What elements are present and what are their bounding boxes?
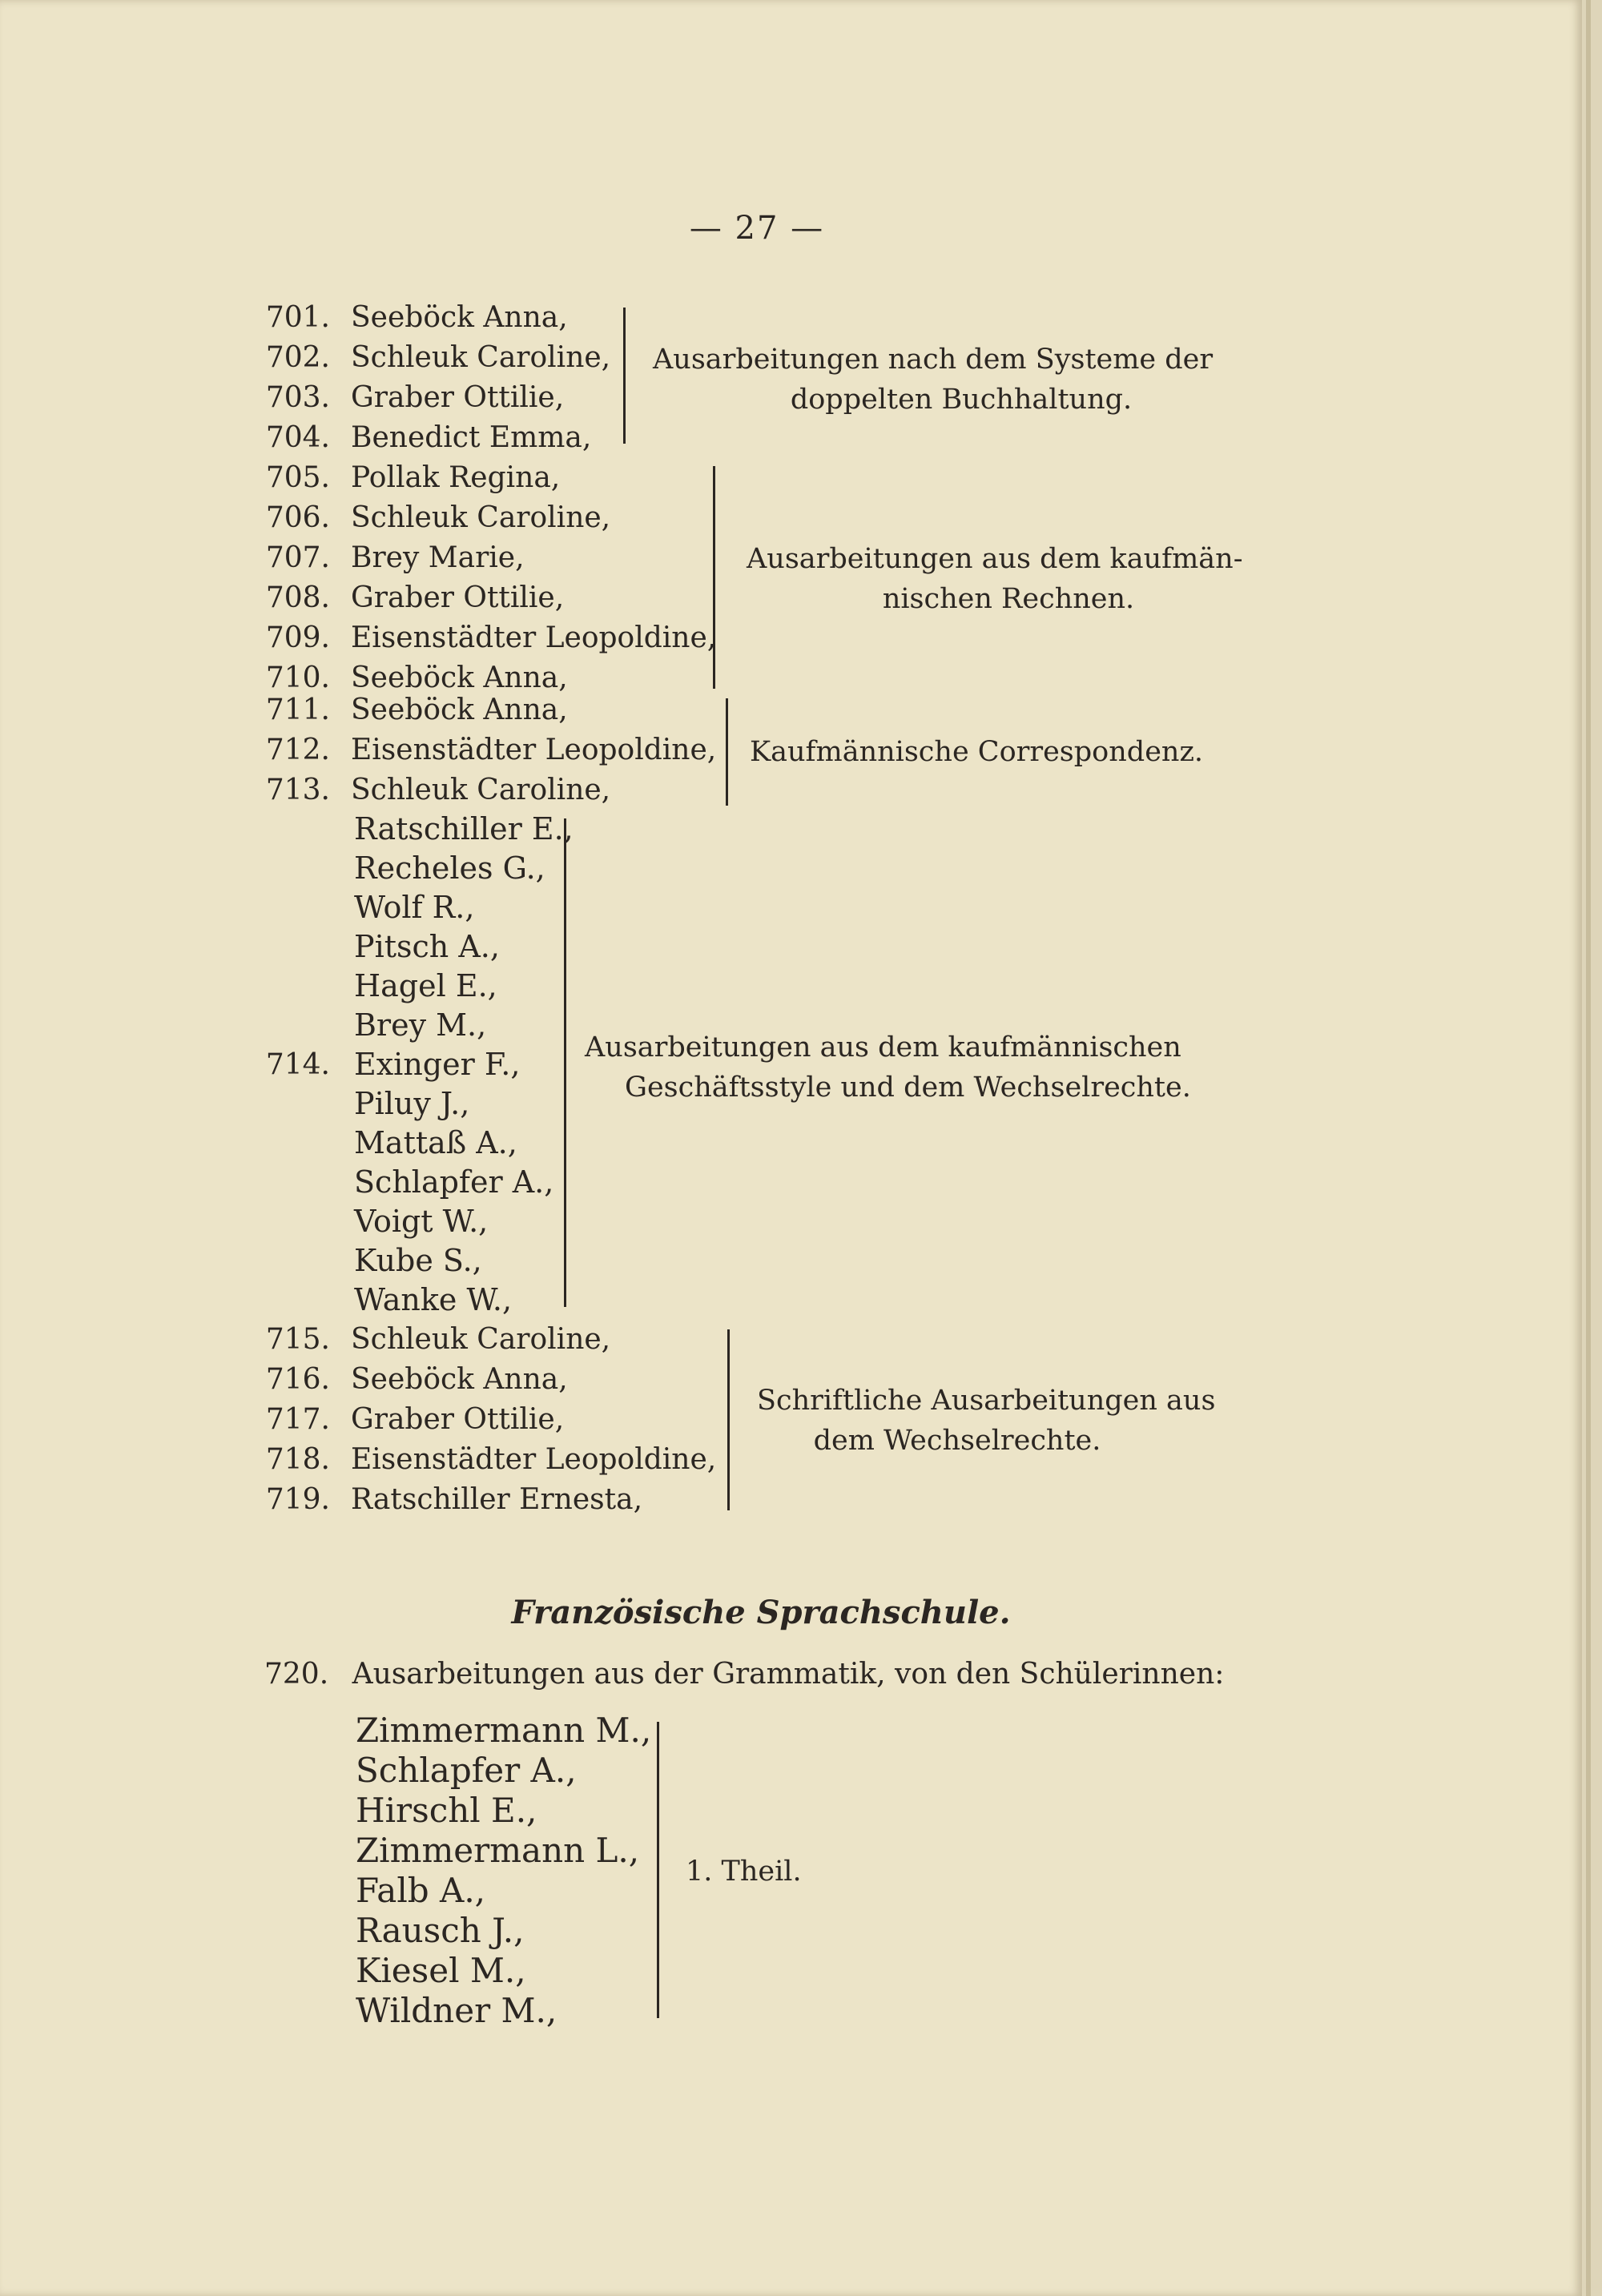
entry-number: 707. xyxy=(265,541,330,574)
entry-number: 705. xyxy=(265,461,330,494)
list-item: Brey M., xyxy=(354,1007,487,1043)
brace xyxy=(612,308,626,444)
entry-number: 714. xyxy=(265,1048,330,1081)
entry-name: Pollak Regina, xyxy=(351,461,561,494)
page-edge xyxy=(1586,0,1591,2296)
entry-name: Brey Marie, xyxy=(351,541,525,574)
entry-name: Graber Ottilie, xyxy=(351,381,565,414)
entry-720 xyxy=(264,1658,1224,1691)
list-item: Schlapfer A., xyxy=(354,1164,554,1200)
entry-number: 712. xyxy=(265,734,330,766)
entry-name: Seeböck Anna, xyxy=(351,301,568,334)
list-item: Voigt W., xyxy=(354,1204,489,1239)
entry-name: Schleuk Caroline, xyxy=(351,501,611,534)
entry-number: 701. xyxy=(265,301,330,334)
entry-number: 706. xyxy=(265,501,330,534)
list-item: Wolf R., xyxy=(354,890,475,925)
group-description: doppelten Buchhaltung. xyxy=(790,384,1133,416)
group-description: Ausarbeitungen nach dem Systeme der xyxy=(653,344,1214,376)
entry-number: 713. xyxy=(265,774,330,806)
entry-number: 717. xyxy=(265,1403,330,1436)
list-item: Exinger F., xyxy=(354,1047,521,1082)
section-title: Französische Sprachschule. xyxy=(511,1594,1011,1631)
entry-name: Seeböck Anna, xyxy=(351,661,568,694)
entry-name: Benedict Emma, xyxy=(351,421,592,454)
entry-number: 720. xyxy=(264,1658,329,1691)
entry-number: 704. xyxy=(265,421,330,454)
group-description: Ausarbeitungen aus dem kaufmännischen xyxy=(585,1031,1181,1064)
list-item: Kube S., xyxy=(354,1243,482,1278)
entry-number: 719. xyxy=(265,1483,330,1516)
brace xyxy=(714,698,728,806)
brace xyxy=(702,466,715,689)
group-description: Kaufmännische Correspondenz. xyxy=(750,736,1204,768)
entry-name: Seeböck Anna, xyxy=(351,1363,568,1396)
entry-number: 716. xyxy=(265,1363,330,1396)
list-item: Hagel E., xyxy=(354,968,497,1003)
entry-number: 711. xyxy=(265,694,330,726)
entry-name: Eisenstädter Leopoldine, xyxy=(351,734,717,766)
entry-number: 703. xyxy=(265,381,330,414)
entry-number: 718. xyxy=(265,1443,330,1476)
entry-name: Ratschiller Ernesta, xyxy=(351,1483,643,1516)
list-item: Ratschiller E., xyxy=(354,811,574,846)
group-description: 1. Theil. xyxy=(686,1856,802,1888)
list-item: Piluy J., xyxy=(354,1086,470,1121)
list-item: Rausch J., xyxy=(356,1911,525,1950)
list-item: Wanke W., xyxy=(354,1282,513,1317)
list-item: Schlapfer A., xyxy=(356,1751,577,1790)
brace xyxy=(553,818,566,1307)
list-item: Falb A., xyxy=(356,1871,486,1910)
entry-name: Schleuk Caroline, xyxy=(351,1323,611,1356)
list-item: Wildner M., xyxy=(356,1991,557,2030)
list-item: Zimmermann M., xyxy=(356,1711,652,1750)
brace xyxy=(646,1722,659,2018)
group-description: Schriftliche Ausarbeitungen aus xyxy=(757,1385,1216,1417)
entry-name: Schleuk Caroline, xyxy=(351,341,611,374)
group-description: dem Wechselrechte. xyxy=(813,1425,1101,1457)
entry-name: Eisenstädter Leopoldine, xyxy=(351,1443,717,1476)
group-description: Geschäftsstyle und dem Wechselrechte. xyxy=(625,1072,1191,1104)
group-description: nischen Rechnen. xyxy=(882,583,1135,615)
entry-number: 715. xyxy=(265,1323,330,1356)
entry-name: Schleuk Caroline, xyxy=(351,774,611,806)
entry-name: Eisenstädter Leopoldine, xyxy=(351,621,717,654)
page-number: — 27 — xyxy=(689,210,825,247)
entry-number: 708. xyxy=(265,581,330,614)
list-item: Hirschl E., xyxy=(356,1791,537,1830)
entry-name: Graber Ottilie, xyxy=(351,1403,565,1436)
entry-number: 702. xyxy=(265,341,330,374)
entry-text: Ausarbeitungen aus der Grammatik, von den Schülerinnen: xyxy=(352,1658,1225,1691)
list-item: Recheles G., xyxy=(354,850,545,886)
entry-number: 709. xyxy=(265,621,330,654)
group-description: Ausarbeitungen aus dem kaufmän- xyxy=(747,543,1243,575)
list-item: Kiesel M., xyxy=(356,1951,526,1990)
list-item: Pitsch A., xyxy=(354,929,500,964)
list-item: Mattaß A., xyxy=(354,1125,517,1160)
brace xyxy=(716,1329,730,1510)
entry-name: Seeböck Anna, xyxy=(351,694,568,726)
list-item: Zimmermann L., xyxy=(356,1831,640,1870)
entry-name: Graber Ottilie, xyxy=(351,581,565,614)
entry-number: 710. xyxy=(265,661,330,694)
